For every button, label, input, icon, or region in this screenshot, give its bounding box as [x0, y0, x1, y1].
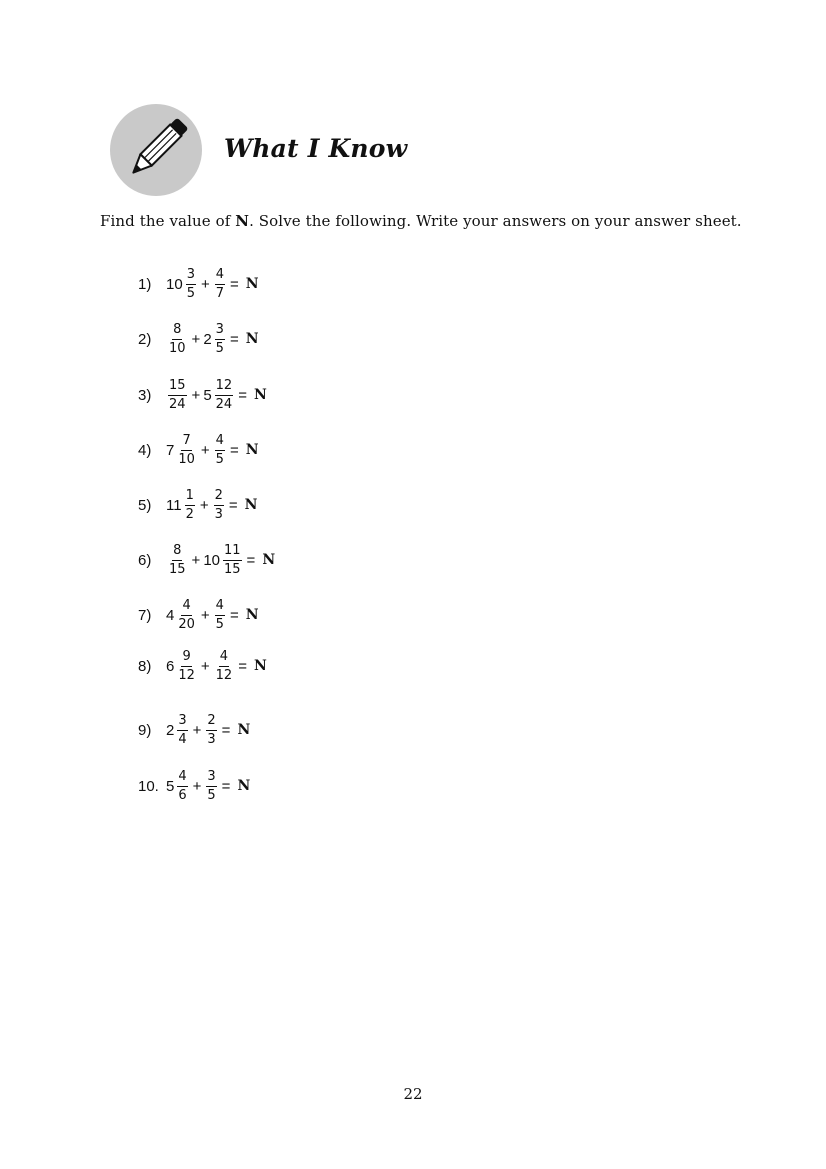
numerator-2: 3: [215, 322, 225, 340]
problem-number: 9): [138, 721, 152, 739]
answer-variable: N: [262, 552, 276, 568]
instructions-text: [100, 212, 742, 230]
numerator-2: 4: [219, 649, 229, 667]
denominator-2: 5: [215, 340, 224, 356]
equals-sign: =: [246, 551, 256, 569]
numerator-2: 2: [206, 713, 216, 731]
denominator-1: 10: [178, 451, 195, 467]
problem-3: [138, 373, 267, 417]
fraction-1: [168, 322, 187, 357]
whole-number-1: 11: [166, 496, 182, 514]
plus-sign: +: [199, 496, 209, 514]
fraction-2: [206, 713, 216, 748]
denominator-1: 12: [178, 667, 195, 683]
plus-sign: +: [200, 441, 210, 459]
fraction-1: [177, 769, 187, 804]
fraction-2: [206, 769, 216, 804]
fraction-2: [223, 543, 242, 578]
numerator-1: 7: [181, 433, 191, 451]
denominator-2: 5: [215, 451, 224, 467]
fraction-1: [168, 543, 187, 578]
whole-number-1: 2: [166, 721, 175, 739]
answer-variable: N: [237, 722, 251, 738]
fraction-2: [215, 433, 225, 468]
numerator-1: 9: [181, 649, 191, 667]
numerator-1: 3: [177, 713, 187, 731]
fraction-1: [185, 488, 195, 523]
problem-9: [138, 708, 250, 752]
problem-number: 10.: [138, 777, 159, 795]
answer-variable: N: [253, 658, 267, 674]
equals-sign: =: [221, 721, 231, 739]
problem-number: 1): [138, 275, 152, 293]
plus-sign: +: [191, 551, 201, 569]
problem-1: [138, 262, 259, 306]
instructions-after: . Solve the following. Write your answers on your answer sheet.: [249, 212, 742, 230]
whole-number-1: 5: [166, 777, 175, 795]
problem-7: [138, 593, 259, 637]
problem-number: 4): [138, 441, 152, 459]
problem-number: 6): [138, 551, 152, 569]
numerator-1: 3: [186, 267, 196, 285]
equals-sign: =: [221, 777, 231, 795]
equals-sign: =: [229, 441, 239, 459]
fraction-1: [177, 433, 196, 468]
numerator-1: 1: [185, 488, 195, 506]
denominator-2: 5: [215, 616, 224, 632]
problem-2: [138, 317, 259, 361]
numerator-1: 8: [172, 322, 182, 340]
problem-number: 2): [138, 330, 152, 348]
denominator-1: 5: [186, 285, 195, 301]
denominator-1: 6: [178, 787, 187, 803]
fraction-1: [177, 713, 187, 748]
problem-number: 7): [138, 606, 152, 624]
numerator-2: 4: [215, 433, 225, 451]
numerator-2: 12: [215, 378, 234, 396]
fraction-2: [215, 649, 234, 684]
equals-sign: =: [238, 386, 247, 404]
section-title: What I Know: [224, 134, 408, 163]
fraction-1: [168, 378, 187, 413]
fraction-2: [214, 488, 224, 523]
pencil-icon: [110, 104, 202, 196]
problem-10: [138, 764, 250, 808]
denominator-2: 7: [215, 285, 225, 301]
denominator-2: 24: [215, 396, 233, 412]
problem-number: 5): [138, 496, 152, 514]
whole-number-1: 7: [166, 441, 175, 459]
equals-sign: =: [238, 657, 247, 675]
numerator-2: 4: [215, 598, 225, 616]
answer-variable: N: [253, 387, 267, 403]
answer-variable: N: [244, 497, 258, 513]
problem-number: 8): [138, 657, 152, 675]
plus-sign: +: [200, 657, 210, 675]
plus-sign: +: [200, 606, 210, 624]
answer-variable: N: [245, 607, 259, 623]
instructions-before: Find the value of: [100, 212, 236, 230]
equals-sign: =: [229, 330, 239, 348]
fraction-1: [186, 267, 196, 302]
plus-sign: +: [192, 777, 202, 795]
denominator-1: 20: [178, 616, 195, 632]
plus-sign: +: [191, 330, 201, 348]
numerator-2: 2: [214, 488, 224, 506]
answer-variable: N: [245, 331, 259, 347]
fraction-2: [215, 267, 225, 302]
fraction-1: [177, 649, 196, 684]
answer-variable: N: [237, 778, 251, 794]
whole-number-1: 10: [166, 275, 183, 293]
numerator-1: 8: [172, 543, 182, 561]
plus-sign: +: [200, 275, 210, 293]
fraction-2: [215, 322, 225, 357]
answer-variable: N: [245, 442, 259, 458]
whole-number-1: 4: [166, 606, 175, 624]
numerator-1: 4: [181, 598, 191, 616]
whole-number-2: 10: [203, 551, 220, 569]
denominator-2: 3: [214, 506, 223, 522]
denominator-2: 5: [207, 787, 216, 803]
problem-number: 3): [138, 386, 152, 404]
numerator-1: 15: [168, 378, 187, 396]
denominator-1: 15: [169, 561, 186, 577]
denominator-1: 2: [185, 506, 194, 522]
fraction-1: [177, 598, 196, 633]
denominator-1: 24: [169, 396, 186, 412]
numerator-1: 4: [177, 769, 187, 787]
whole-number-2: 2: [203, 330, 212, 348]
problem-5: [138, 483, 257, 527]
fraction-2: [215, 598, 225, 633]
whole-number-1: 6: [166, 657, 175, 675]
instructions-variable: N: [235, 212, 250, 230]
equals-sign: =: [228, 496, 238, 514]
denominator-1: 4: [178, 731, 187, 747]
numerator-2: 3: [206, 769, 216, 787]
equals-sign: =: [229, 606, 239, 624]
problem-6: [138, 538, 275, 582]
numerator-2: 4: [215, 267, 225, 285]
plus-sign: +: [192, 721, 202, 739]
whole-number-2: 5: [203, 386, 212, 404]
page-number: 22: [403, 1085, 423, 1103]
numerator-2: 11: [223, 543, 242, 561]
denominator-1: 10: [169, 340, 186, 356]
denominator-2: 3: [207, 731, 216, 747]
problem-8: [138, 644, 267, 688]
equals-sign: =: [230, 275, 239, 293]
fraction-2: [215, 378, 234, 413]
denominator-2: 12: [215, 667, 233, 683]
denominator-2: 15: [224, 561, 241, 577]
plus-sign: +: [191, 386, 201, 404]
problem-4: [138, 428, 259, 472]
answer-variable: N: [245, 276, 259, 292]
